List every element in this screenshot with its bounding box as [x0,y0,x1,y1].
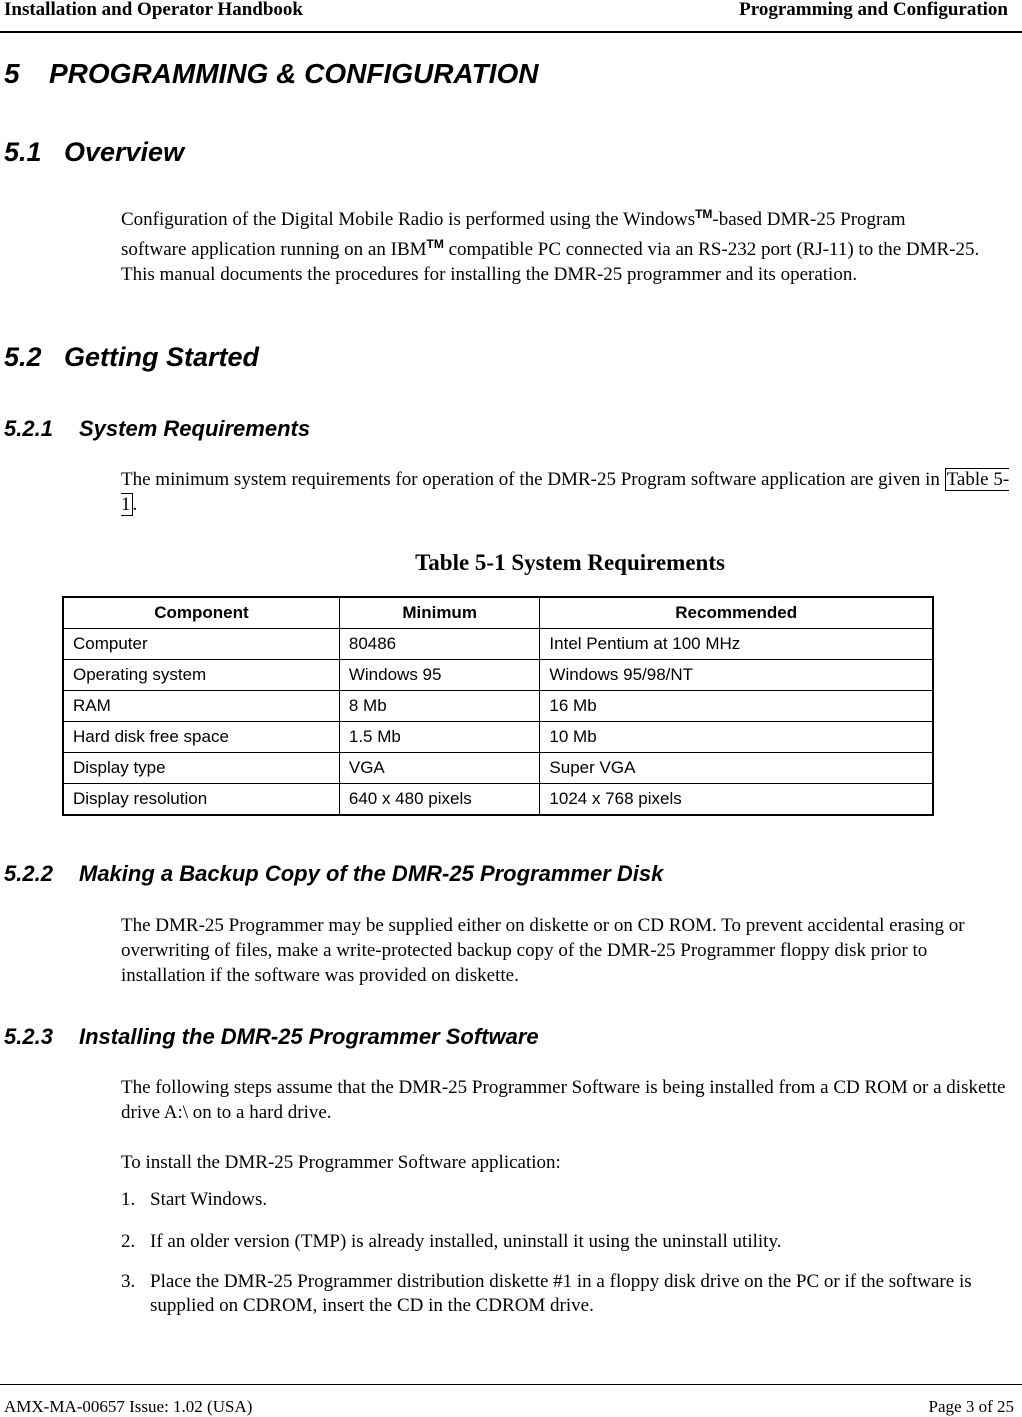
table-header-row [63,597,933,629]
list-item-number: 3. [121,1271,136,1292]
section-title: Overview [64,137,185,167]
subsection-title: Making a Backup Copy of the DMR-25 Programmer Disk [79,861,664,886]
section-heading-5-2 [4,342,259,373]
overview-text-2: -based DMR-25 Program [712,209,906,230]
table-cell: Windows 95 [339,660,540,691]
list-item-text: Place the DMR-25 Programmer distribution diskette #1 in a floppy disk drive on the PC or if the software is supplied on CDROM, insert the CD in the CDROM drive. [150,1271,972,1316]
table-cell: Super VGA [540,753,933,784]
table-cell: 640 x 480 pixels [339,784,540,816]
table-cell: RAM [63,691,339,722]
table-row [63,660,933,691]
requirements-text: The minimum system requirements for operation of the DMR-25 Program software application are given in [121,469,945,490]
column-header-minimum: Minimum [339,597,540,629]
table-cell: Display type [63,753,339,784]
table-cell: 1024 x 768 pixels [540,784,933,816]
table-row [63,784,933,816]
subsection-heading-5-2-2 [4,861,663,887]
table-cell: 10 Mb [540,722,933,753]
table-cell: Windows 95/98/NT [540,660,933,691]
table-cell: 1.5 Mb [339,722,540,753]
chapter-number: 5 [4,58,20,89]
requirements-paragraph [121,467,1011,517]
trademark-symbol: TM [426,237,444,251]
table-cell: Intel Pentium at 100 MHz [540,629,933,660]
table-cell: 16 Mb [540,691,933,722]
section-title: Getting Started [64,342,260,372]
subsection-heading-5-2-3 [4,1024,539,1050]
list-item-number: 1. [121,1189,136,1210]
table-cell: VGA [339,753,540,784]
subsection-title: System Requirements [79,416,311,441]
table-reference-link[interactable]: Table 5-1 [121,469,1010,515]
running-header-right: Programming and Configuration [739,0,1008,20]
header-rule [0,31,1022,33]
list-item-number: 2. [121,1231,136,1252]
install-steps-list [121,1188,1011,1328]
table-cell: Display resolution [63,784,339,816]
chapter-title: PROGRAMMING & CONFIGURATION [49,58,539,89]
table-cell: Operating system [63,660,339,691]
table-row [63,629,933,660]
overview-text-1: Configuration of the Digital Mobile Radio is performed using the Windows [121,209,696,230]
overview-paragraph [121,202,1011,287]
section-number: 5.1 [4,137,42,167]
column-header-recommended: Recommended [540,597,933,629]
subsection-number: 5.2.2 [4,861,53,886]
table-caption: Table 5-1 System Requirements [415,550,725,575]
subsection-heading-5-2-1 [4,416,310,442]
table-cell: Hard disk free space [63,722,339,753]
table-cell: 80486 [339,629,540,660]
column-header-component: Component [63,597,339,629]
overview-text-4: compatible PC connected via an RS-232 port (RJ-11) to the DMR-25. This manual documents the procedures for installing the DMR-25 programmer and its operation. [121,239,980,285]
subsection-number: 5.2.1 [4,416,53,441]
install-lead-paragraph: To install the DMR-25 Programmer Software application: [121,1152,561,1173]
table-row [63,722,933,753]
section-number: 5.2 [4,342,42,372]
list-item-text: If an older version (TMP) is already installed, uninstall it using the uninstall utility. [150,1231,782,1252]
table-cell: 8 Mb [339,691,540,722]
subsection-number: 5.2.3 [4,1024,53,1049]
table-row [63,753,933,784]
list-item-text: Start Windows. [150,1189,268,1210]
running-header-left: Installation and Operator Handbook [4,0,303,20]
footer-page-number: Page 3 of 25 [928,1397,1014,1416]
chapter-heading [4,58,538,90]
table-row [63,691,933,722]
table-cell: Computer [63,629,339,660]
overview-text-3: software application running on an IBM [121,239,427,260]
subsection-title: Installing the DMR-25 Programmer Software [79,1024,539,1049]
backup-paragraph: The DMR-25 Programmer may be supplied either on diskette or on CD ROM. To prevent accidental erasing or overwriting of files, make a write-protected backup copy of the DMR-25 Programmer floppy disk prior to installation if the software was provided on diskette. [121,915,965,986]
install-intro-paragraph: The following steps assume that the DMR-25 Programmer Software is being installed from a CD ROM or a diskette drive A:\ on to a hard drive. [121,1077,1006,1123]
trademark-symbol: TM [695,207,713,221]
footer-rule [0,1384,1022,1385]
system-requirements-table [62,596,934,816]
footer-document-id: AMX-MA-00657 Issue: 1.02 (USA) [4,1397,253,1416]
requirements-text-end: . [132,494,138,515]
section-heading-5-1 [4,137,184,168]
